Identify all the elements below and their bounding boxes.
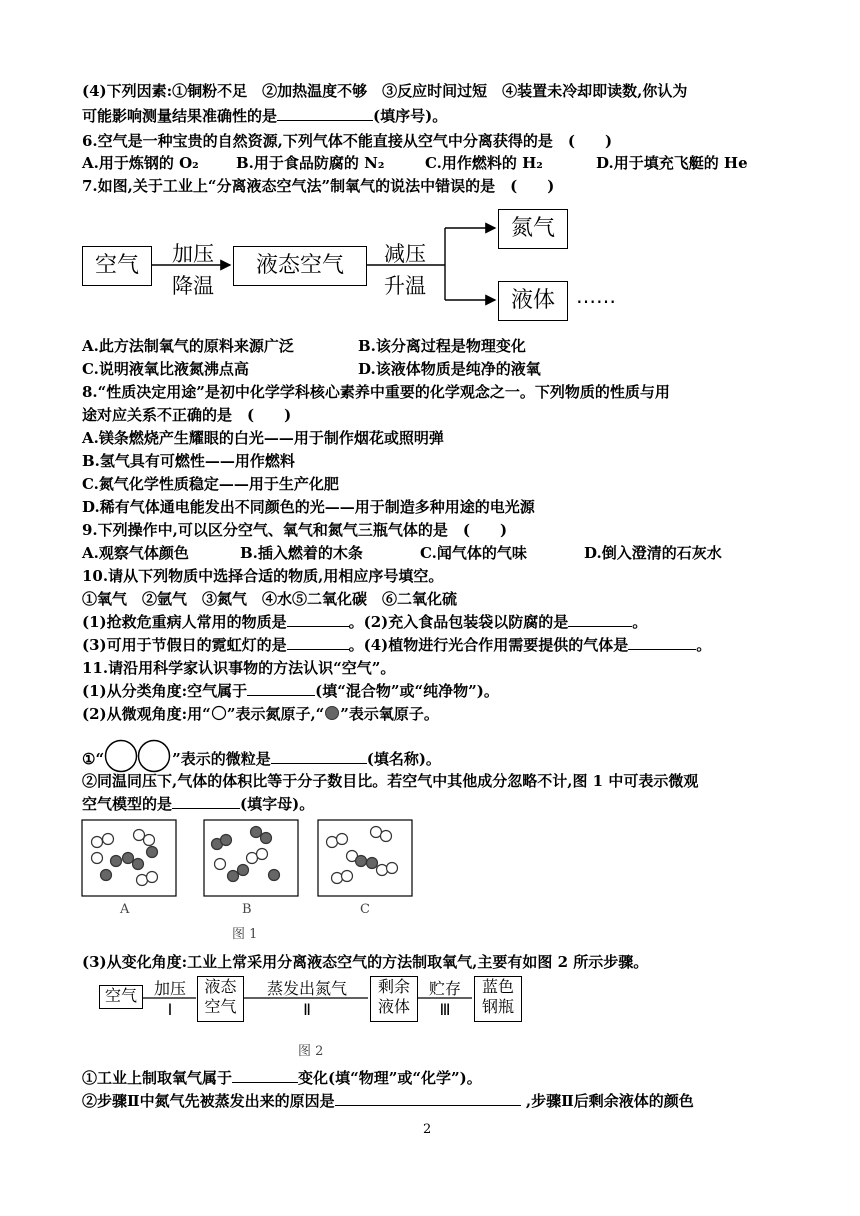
q6-option-b: B.用于食品防腐的 N₂ bbox=[236, 154, 385, 172]
q8-stem-1: 8.“性质决定用途”是初中化学学科核心素养中重要的化学观念之一。下列物质的性质与用 bbox=[82, 383, 670, 401]
q10-line-2: (3)可用于节假日的霓虹灯的是 。(4)植物进行光合作用需要提供的气体是 。 bbox=[82, 636, 712, 654]
box-liquid-air: 液态空气 bbox=[233, 246, 367, 286]
q8-option-b: B.氢气具有可燃性——用作燃料 bbox=[82, 452, 295, 470]
oxygen-atom-icon bbox=[324, 705, 340, 721]
fig2-label-step-3: Ⅲ bbox=[439, 1000, 451, 1019]
q11-part-3-sub-1: ①工业上制取氧气属于 变化(填“物理”或“化学”)。 bbox=[82, 1069, 482, 1087]
q6-option-c: C.用作燃料的 H₂ bbox=[425, 154, 543, 172]
q7-option-c: C.说明液氧比液氮沸点高 bbox=[82, 360, 249, 378]
figure-1-panels bbox=[80, 818, 420, 906]
answer-blank[interactable] bbox=[287, 635, 349, 650]
q6-option-a: A.用于炼钢的 O₂ bbox=[82, 154, 199, 172]
figure-1-label-c: C bbox=[360, 902, 370, 917]
nitrogen-molecule-icon bbox=[104, 739, 172, 773]
answer-blank[interactable] bbox=[232, 1068, 298, 1083]
q11-part-3: (3)从变化角度:工业上常采用分离液态空气的方法制取氧气,主要有如图 2 所示步骤。 bbox=[82, 953, 649, 971]
ellipsis: …… bbox=[576, 284, 616, 308]
label-heat: 升温 bbox=[384, 274, 426, 298]
q9-option-b: B.插入燃着的木条 bbox=[240, 544, 363, 562]
q4-line2: 可能影响测量结果准确性的是 (填序号)。 bbox=[82, 107, 448, 125]
figure-2-caption: 图 2 bbox=[298, 1044, 324, 1059]
label-cool: 降温 bbox=[172, 274, 214, 298]
q8-option-c: C.氮气化学性质稳定——用于生产化肥 bbox=[82, 475, 339, 493]
q7-option-b: B.该分离过程是物理变化 bbox=[358, 337, 526, 355]
label-pressurize: 加压 bbox=[172, 242, 214, 266]
q11-part-2: (2)从微观角度:用“ ”表示氮原子,“ ”表示氧原子。 bbox=[82, 705, 439, 723]
q11-part-3-sub-2: ②步骤Ⅱ中氮气先被蒸发出来的原因是 ,步骤Ⅱ后剩余液体的颜色 bbox=[82, 1092, 694, 1110]
answer-blank[interactable] bbox=[628, 635, 696, 650]
answer-blank[interactable] bbox=[247, 681, 315, 696]
q11-stem: 11.请沿用科学家认识事物的方法认识“空气”。 bbox=[82, 659, 396, 677]
answer-blank[interactable] bbox=[335, 1091, 521, 1106]
box-nitrogen: 氮气 bbox=[498, 209, 568, 249]
answer-blank[interactable] bbox=[568, 612, 632, 627]
fig2-box-liquid-air: 液态 空气 bbox=[197, 976, 244, 1022]
box-air: 空气 bbox=[82, 246, 152, 286]
figure-1-label-b: B bbox=[242, 902, 252, 917]
answer-blank[interactable] bbox=[271, 749, 367, 764]
q9-option-a: A.观察气体颜色 bbox=[82, 544, 189, 562]
q11-sub-2-line-1: ②同温同压下,气体的体积比等于分子数目比。若空气中其他成分忽略不计,图 1 中可表示微观 bbox=[82, 772, 699, 790]
q11-sub-1: ①“ ”表示的微粒是 (填名称)。 bbox=[82, 739, 441, 773]
q7-stem: 7.如图,关于工业上“分离液态空气法”制氧气的说法中错误的是 ( ) bbox=[82, 177, 555, 195]
fig2-label-pressurize: 加压 bbox=[153, 979, 186, 998]
q10-items: ①氧气 ②氩气 ③氮气 ④水⑤二氧化碳 ⑥二氧化硫 bbox=[82, 590, 458, 608]
q8-stem-2: 途对应关系不正确的是 ( ) bbox=[82, 406, 292, 424]
box-liquid: 液体 bbox=[498, 281, 568, 321]
fig2-label-store: 贮存 bbox=[428, 979, 461, 998]
q11-sub-2-line-2: 空气模型的是 (填字母)。 bbox=[82, 795, 315, 813]
q4-line1: (4)下列因素:①铜粉不足 ②加热温度不够 ③反应时间过短 ④装置未冷却即读数,你认为 bbox=[82, 82, 688, 100]
fig2-box-air: 空气 bbox=[99, 985, 143, 1009]
q10-stem: 10.请从下列物质中选择合适的物质,用相应序号填空。 bbox=[82, 567, 444, 585]
q11-part-1: (1)从分类角度:空气属于 (填“混合物”或“纯净物”)。 bbox=[82, 682, 499, 700]
q8-option-a: A.镁条燃烧产生耀眼的白光——用于制作烟花或照明弹 bbox=[82, 429, 444, 447]
q10-line-1: (1)抢救危重病人常用的物质是 。(2)充入食品包装袋以防腐的是 。 bbox=[82, 613, 648, 631]
figure-1-caption: 图 1 bbox=[232, 927, 258, 942]
answer-blank[interactable] bbox=[172, 794, 240, 809]
fig2-box-remaining-liquid: 剩余 液体 bbox=[370, 976, 418, 1022]
figure-1-label-a: A bbox=[120, 902, 130, 917]
q6-stem: 6.空气是一种宝贵的自然资源,下列气体不能直接从空气中分离获得的是 ( ) bbox=[82, 132, 613, 150]
q9-stem: 9.下列操作中,可以区分空气、氧气和氮气三瓶气体的是 ( ) bbox=[82, 521, 508, 539]
q9-option-c: C.闻气体的气味 bbox=[420, 544, 527, 562]
fig2-label-evaporate-nitrogen: 蒸发出氮气 bbox=[266, 979, 347, 998]
q7-option-d: D.该液体物质是纯净的液氧 bbox=[358, 360, 541, 378]
q8-option-d: D.稀有气体通电能发出不同颜色的光——用于制造多种用途的电光源 bbox=[82, 498, 535, 516]
q6-option-d: D.用于填充飞艇的 He bbox=[596, 154, 748, 172]
fig2-label-step-2: Ⅱ bbox=[303, 1000, 311, 1019]
answer-blank[interactable] bbox=[287, 612, 349, 627]
label-depressurize: 减压 bbox=[384, 242, 426, 266]
q7-option-a: A.此方法制氧气的原料来源广泛 bbox=[82, 337, 294, 355]
page-number: 2 bbox=[423, 1122, 432, 1137]
fig2-box-blue-cylinder: 蓝色 钢瓶 bbox=[474, 976, 522, 1022]
q9-option-d: D.倒入澄清的石灰水 bbox=[584, 544, 722, 562]
fig2-label-step-1: Ⅰ bbox=[167, 1000, 173, 1019]
nitrogen-atom-icon bbox=[211, 705, 227, 721]
